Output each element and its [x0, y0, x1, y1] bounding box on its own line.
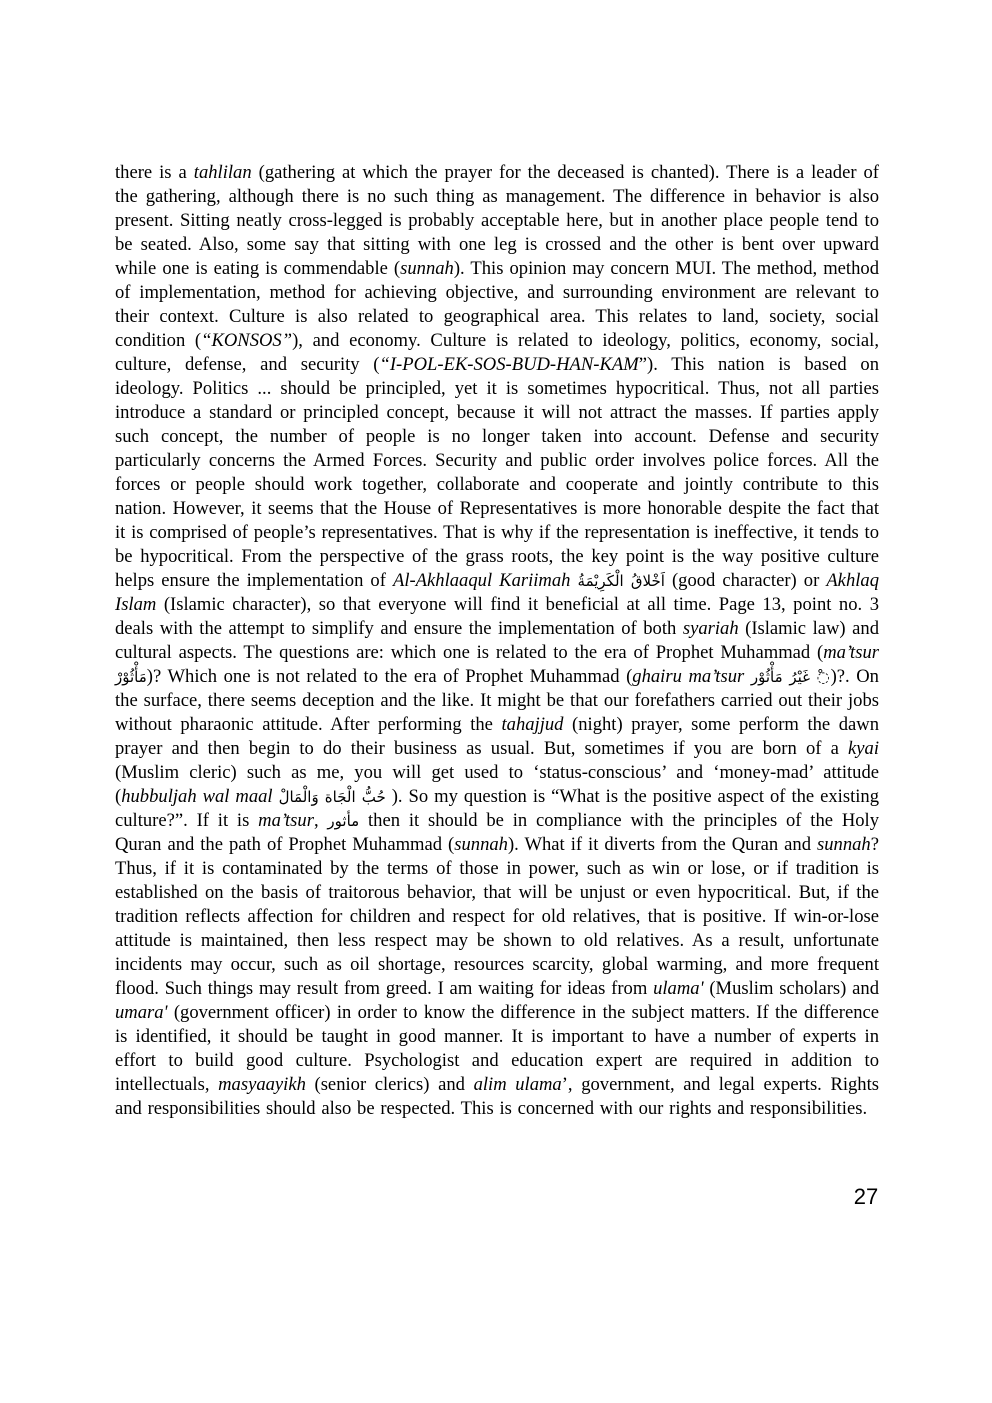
text-run: (Muslim scholars) and	[703, 978, 879, 999]
text-run: (government officer) in order to know the difference in the subject matters. If the difference is identified, it should be taught in good manner. It is important to have a number of experts in effort to build good culture. Psychologist and education expert are required in addition to intellectuals,	[115, 1002, 879, 1095]
text-run: (Muslim cleric) such as me, you will get used to ‘status-conscious’ and ‘money-mad’ attitude (	[115, 762, 879, 807]
text-run: (night) prayer, some perform the dawn prayer and then begin to do their business as usual. But, sometimes if you are born of a	[115, 714, 879, 759]
text-run: ”). This nation is based on ideology. Politics ... should be principled, yet it is sometimes hypocritical. Thus, not all parties introduce a standard or principled concept, because it will not attract the masses. If parties apply such concept, the number of people is no longer taken into account. Defense and security particularly concerns the Armed Forces. Security and public order involves police forces. All the forces or people should work together, collaborate and cooperate and jointly contribute to this nation. However, it seems that the House of Representatives is more honorable despite the fact that it is comprised of people’s representatives. That is why if the representation is ineffective, it tends to be hypocritical. From the perspective of the grass roots, the key point is the way positive culture helps ensure the implementation of	[115, 354, 879, 591]
page-number: 27	[853, 1184, 879, 1209]
text-run: ’, government, and legal experts. Rights and responsibilities should also be respected. This is concerned with our rights and responsibilities.	[115, 1074, 880, 1119]
text-run: ? Thus, if it is contaminated by the terms of those in power, such as win or lose, or if tradition is established on the basis of traitorous behavior, that will be unjust or even hypocritical. But, if the tradition reflects affection for children and respect for old relatives, that is positive. If win-or-lose attitude is maintained, then less respect may be shown to old relatives. As a result, unfortunate incidents may occur, such as oil shortage, resources scarcity, global warming, and more frequent flood. Such things may result from greed. I am waiting for ideas from	[115, 834, 879, 999]
text-run: umara'	[115, 1002, 168, 1023]
text-run: مَأْثُوْرْ	[115, 668, 147, 686]
text-run: alim ulama	[473, 1074, 562, 1095]
text-run: (Islamic character), so that everyone will find it beneficial at all time. Page 13, point no. 3 deals with the attempt to simplify and ensure the implementation of both	[115, 594, 879, 639]
text-run	[744, 666, 751, 687]
text-run: sunnah	[817, 834, 871, 855]
text-run: tahajjud	[501, 714, 564, 735]
text-run: ). What if it diverts from the Quran and	[507, 834, 817, 855]
text-run: “KONSOS”	[201, 330, 293, 351]
text-run: syariah	[682, 618, 739, 639]
text-run: sunnah	[400, 258, 454, 279]
text-run: (good character) or	[664, 570, 827, 591]
text-run: ,	[313, 810, 328, 831]
text-run	[570, 570, 577, 591]
body-text	[115, 161, 879, 1121]
text-run: )? Which one is not related to the era of Prophet Muhammad (	[146, 666, 633, 687]
text-run: hubbuljah wal maal	[121, 786, 273, 807]
text-run: kyai	[848, 738, 879, 759]
text-run: (Islamic law) and cultural aspects. The questions are: which one is related to the era of Prophet Muhammad (	[115, 618, 879, 663]
text-run: ), and economy. Culture is related to ideology, politics, economy, social, culture, defense, and security (	[115, 330, 879, 375]
text-run: ulama'	[653, 978, 704, 999]
text-run: ). This opinion may concern MUI. The method, method of implementation, method for achieving objective, and surrounding environment are relevant to their context. Culture is also related to geographical area. This relates to land, society, social condition (	[115, 258, 879, 351]
text-run: masyaayikh	[218, 1074, 306, 1095]
text-run: ). So my question is “What is the positive aspect of the existing culture?”. If it is	[115, 786, 880, 831]
text-run: غَيْرُ مَأْثُوْر ◌ْ	[750, 668, 831, 686]
text-run: tahlilan	[193, 162, 252, 183]
text-run: Al-Akhlaaqul Kariimah	[392, 570, 571, 591]
text-run: ma’tsur	[823, 642, 879, 663]
text-run: there is a	[115, 162, 194, 183]
text-run: مأثور	[327, 812, 360, 830]
text-run: then it should be in compliance with the principles of the Holy Quran and the path of Prophet Muhammad (	[115, 810, 880, 855]
text-run: اَخْلاقُ الْكَرِيْمَةُ	[577, 572, 665, 590]
text-run: )?. On the surface, there seems deception and the like. It might be that our forefathers carried out their jobs without pharaonic attitude. After performing the	[115, 666, 879, 735]
text-run: Akhlaq Islam	[115, 570, 879, 615]
text-run: ma’tsur	[258, 810, 314, 831]
text-run: sunnah	[454, 834, 508, 855]
text-run: حُبُّ الْجَاة وَالْمَالْ	[278, 788, 386, 806]
text-run: (senior clerics) and	[305, 1074, 474, 1095]
text-run: (gathering at which the prayer for the deceased is chanted). There is a leader of the gathering, although there is no such thing as management. The difference in behavior is also present. Sitting neatly cross-legged is probably acceptable here, but in another place people tend to be seated. Also, some say that sitting with one leg is crossed and the other is bent over upward while one is eating is commendable (	[115, 162, 880, 279]
text-run: “I-POL-EK-SOS-BUD-HAN-KAM	[379, 354, 639, 375]
text-run: ghairu ma’tsur	[632, 666, 745, 687]
